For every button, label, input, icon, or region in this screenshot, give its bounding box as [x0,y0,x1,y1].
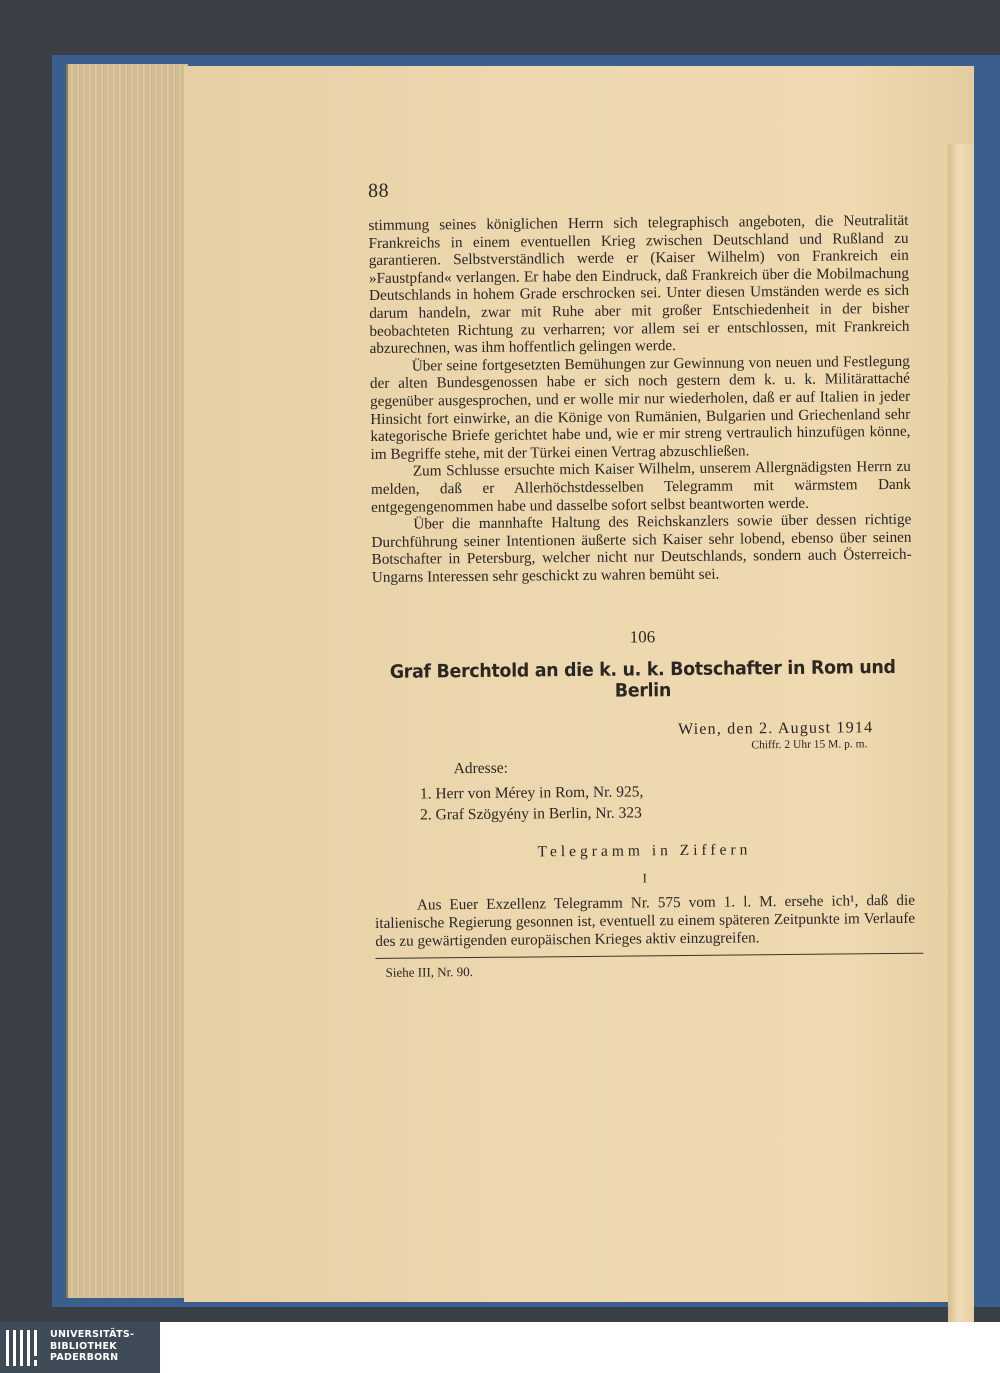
paragraph-4: Über die mannhafte Haltung des Reichskanzlers sowie über dessen richtige Durchführung seiner Intentionen äußerte sich Kaiser sehr lobend, ebenso über seinen Botschafter in Petersburg, welcher nicht nur Deutschlands, sondern auch Österreich-Ungarns Interessen sehr geschickt zu wahren bemüht sei. [371,510,912,586]
page-gutter [948,144,974,1322]
document-number: 106 [629,627,656,647]
addressee-2: 2. Graf Szögyény in Berlin, Nr. 323 [420,804,642,824]
paragraph-3: Zum Schlusse ersuchte mich Kaiser Wilhelm, unserem Allergnädigsten Herrn zu melden, daß er Allerhöchstdesselben Telegramm mit wärmstem Dank entgegengenommen habe und dasselbe sofort selbst beantworten werde. [370,458,912,516]
page-text [368,175,916,981]
library-logo-icon [4,1328,44,1368]
library-logo [0,1322,160,1373]
logo-line-2: BIBLIOTHEK [50,1340,117,1352]
library-logo-text [50,1329,134,1364]
logo-line-1: UNIVERSITÄTS- [50,1329,135,1340]
footnote-rule [375,953,923,959]
paragraph-1: stimmung seines königlichen Herrn sich telegraphisch angeboten, die Neutralität Frankreichs in einem eventuellen Krieg zwischen Deutschland und Rußland zu garantieren. Selbstverständlich werde er (Kaiser Wilhelm) von Frankreich ein »Faustpfand« verlangen. Er habe den Eindruck, daß Frankreich über die Mobilmachung Deutschlands in hohem Grade erschrocken sei. Unter diesen Umständen werde es sich darum handeln, zwar mit Ruhe aber mit großer Entschiedenheit in der bisher beobachteten Richtung zu verharren; vor allem sei er entschlossen, mit Frankreich abzurechnen, was ihm hoffentlich gelingen werde. [368,211,910,358]
document-heading: Graf Berchtold an die k. u. k. Botschafter in Rom und Berlin [389,657,896,703]
footer-bar [0,1322,1000,1373]
page-number: 88 [368,179,390,202]
telegram-label: Telegramm in Ziffern [537,841,752,861]
logo-line-3: PADERBORN [50,1352,119,1363]
dateline: Wien, den 2. August 1914 [677,719,874,739]
telegram-body: Aus Euer Exzellenz Telegramm Nr. 575 vom 1. l. M. ersehe ich¹, daß die italienische Regierung gesonnen ist, eventuell zu einem späteren Zeitpunkte im Verlaufe des zu gewärtigenden europäischen Krieges aktiv einzugreifen. [375,892,916,950]
paragraph-2: Über seine fortgesetzten Bemühungen zur Gewinnung von neuen und Festlegung der alten Bundesgenossen habe er sich noch gestern dem k. u. k. Militärattaché gegenüber ausgesprochen, und er wolle mir nur wiederholen, daß er auf Italien in jeder Hinsicht fort einwirke, an die Könige von Rumänien, Bulgarien und Griechenland sehr kategorische Briefe gerichtet habe und, wie er mir streng vertraulich hinzufügen könne, im Begriffe stehe, mit der Türkei einen Vertrag abzuschließen. [369,352,911,463]
section-numeral: I [642,870,647,886]
cipher-time: Chiffr. 2 Uhr 15 M. p. m. [751,738,868,752]
footnote: Siehe III, Nr. 90. [385,964,474,981]
address-label: Adresse: [453,760,508,778]
addressee-1: 1. Herr von Mérey in Rom, Nr. 925, [419,783,644,803]
page-edges [66,64,188,1298]
